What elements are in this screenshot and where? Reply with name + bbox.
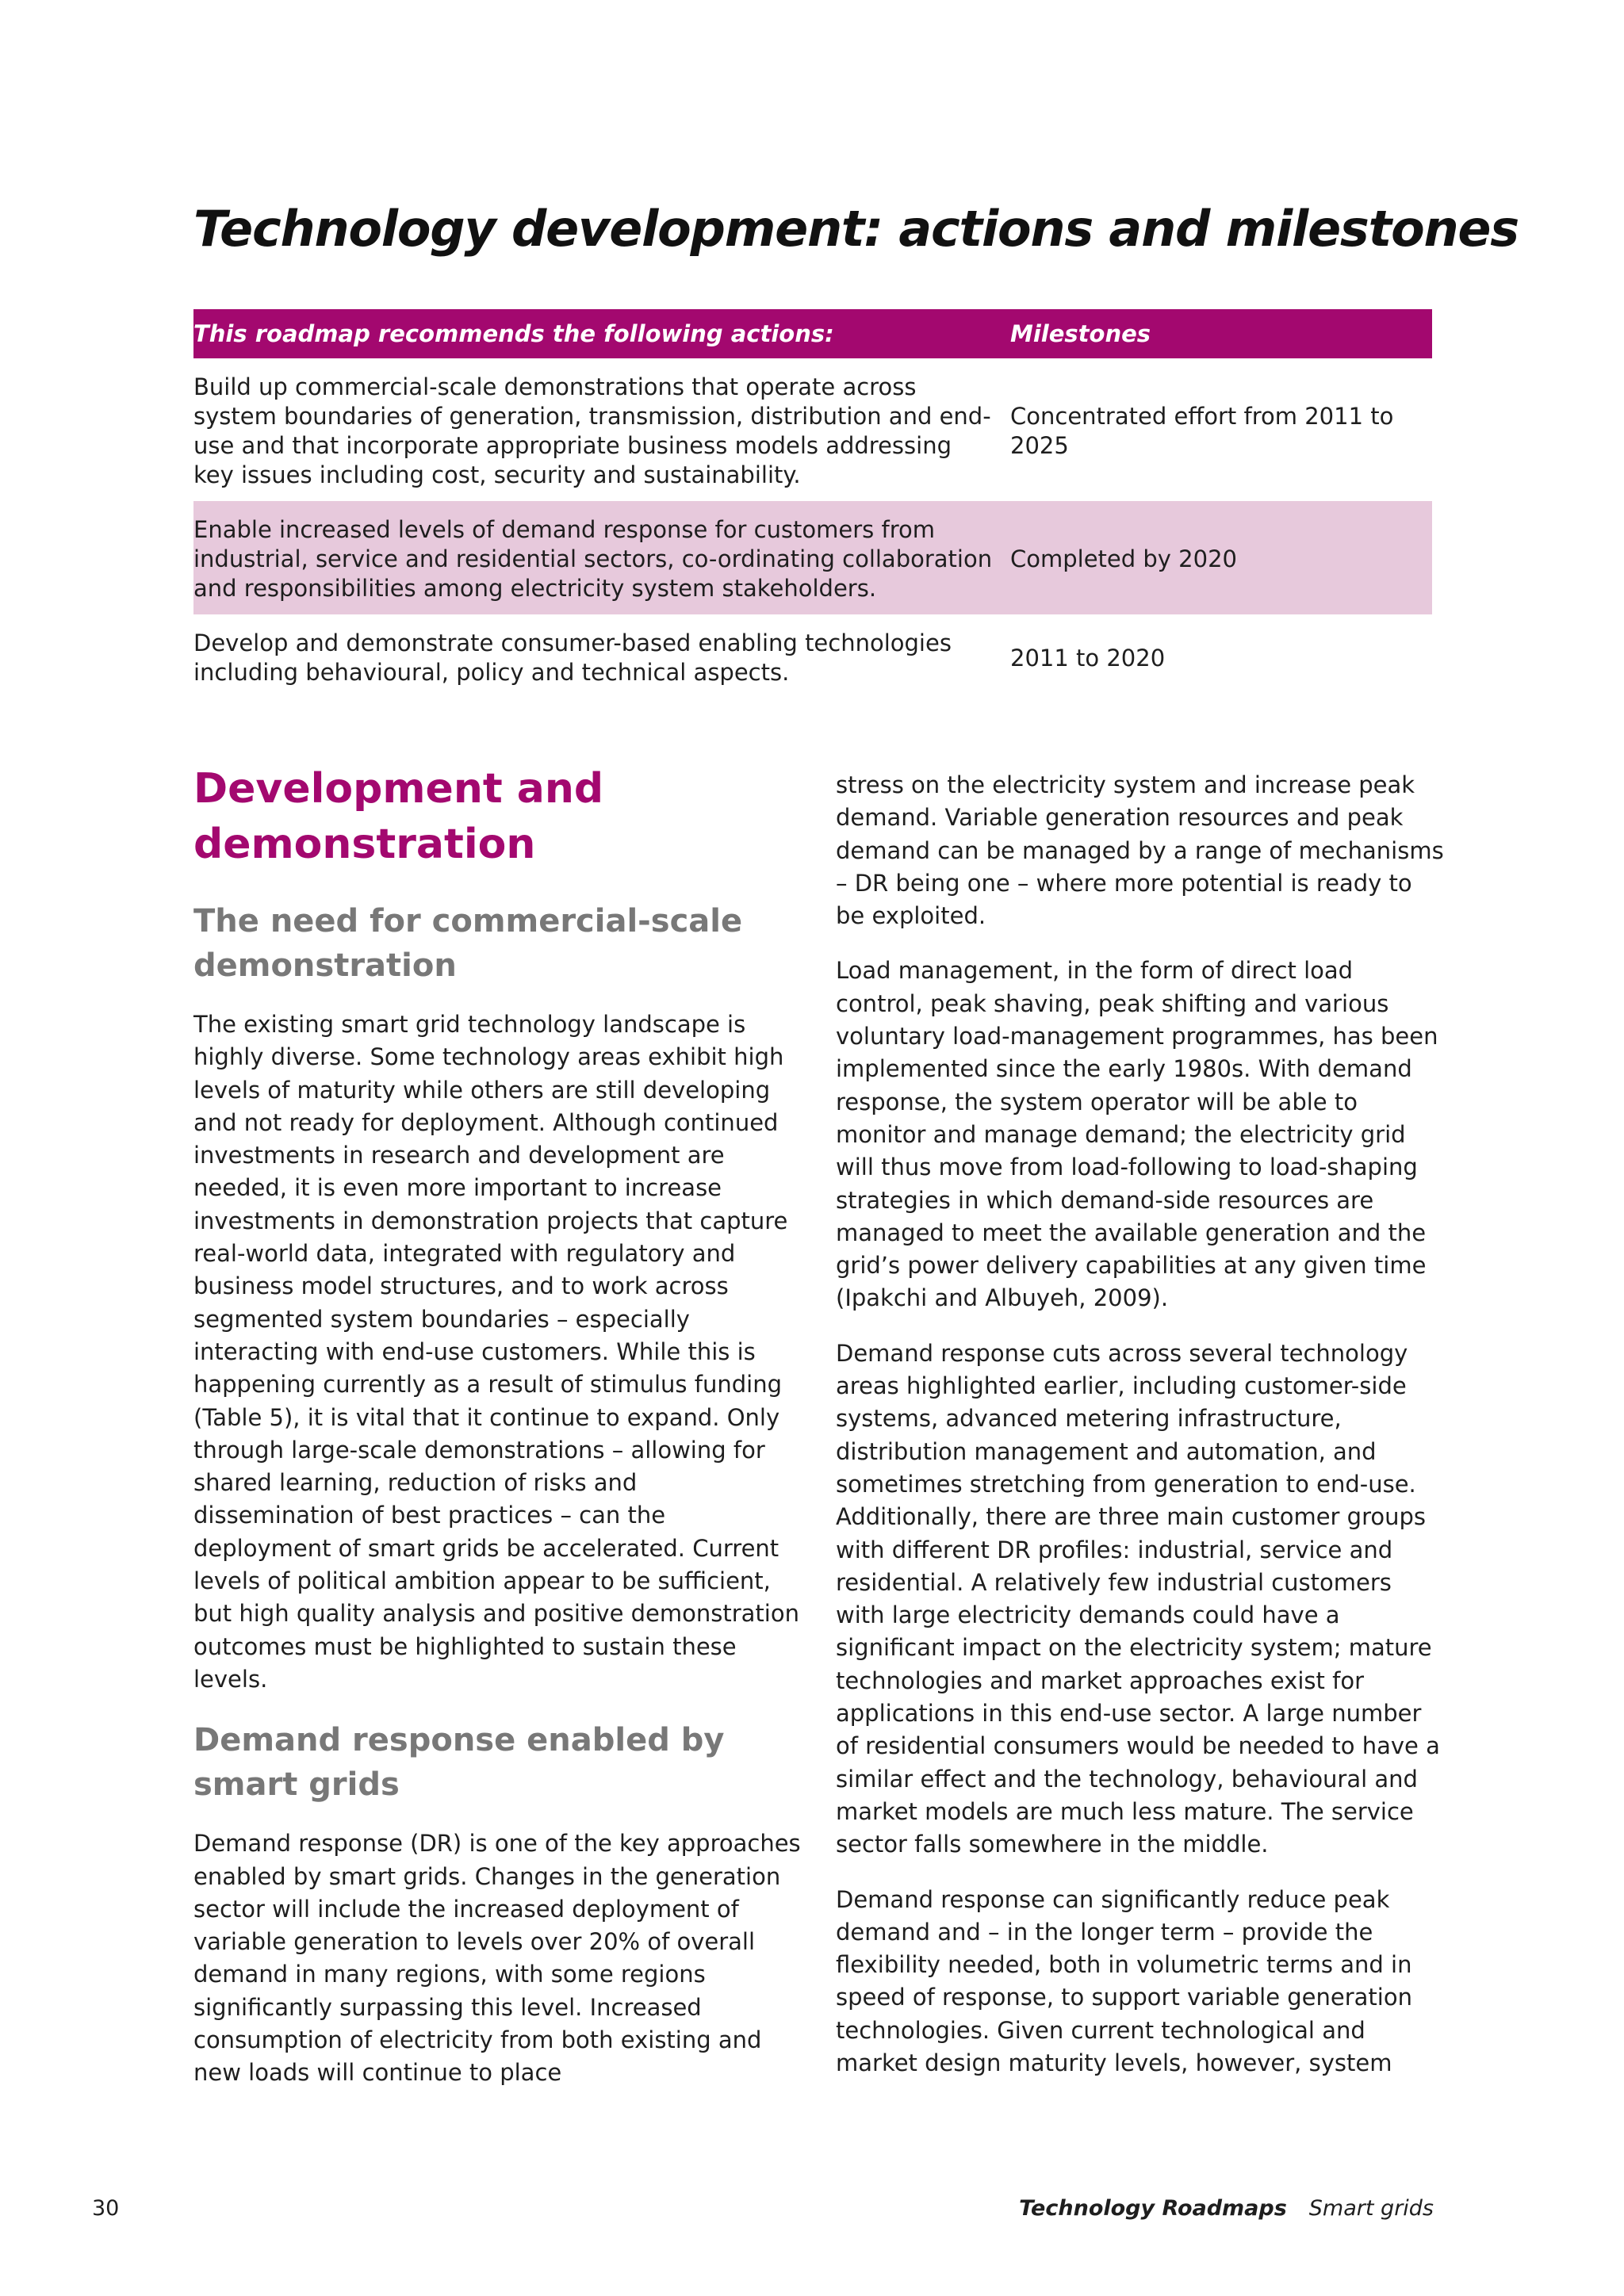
left-column xyxy=(193,761,804,2112)
right-column xyxy=(836,769,1446,2102)
body-paragraph: Demand response (DR) is one of the key approaches enabled by smart grids. Changes in the generation sector will include the increased deployment of variable generation to levels over 20% of overall demand in many regions, with some regions significantly surpassing this level. Increased consumption of electricity from both existing and new loads will continue to place xyxy=(193,1830,801,2087)
header-actions: This roadmap recommends the following actions: xyxy=(193,309,998,358)
body-paragraph: Demand response can significantly reduce peak demand and – in the longer term – provide the flexibility needed, both in volumetric terms and in speed of response, to support variable generation technologies. Given current technological and market design maturity levels, however, system xyxy=(836,1885,1412,2076)
body-paragraph: Demand response cuts across several technology areas highlighted earlier, including customer-side systems, advanced metering infrastructure, distribution management and automation, and sometimes stretching from generation to end-use. Additionally, there are three main customer groups with different DR profiles: industrial, service and residential. A relatively few industrial customers with large electricity demands could have a significant impact on the electricity system; mature technologies and market approaches exist for applications in this end-use sector. A large number of residential consumers would be needed to have a similar effect and the technology, behavioural and market models are much less mature. The service sector falls somewhere in the middle. xyxy=(836,1339,1440,1858)
table-row xyxy=(193,501,1432,614)
header-milestones: Milestones xyxy=(998,309,1432,358)
section-heading: Development and demonstration xyxy=(193,765,604,868)
page-number: 30 xyxy=(92,2196,120,2221)
milestone-cell: Completed by 2020 xyxy=(998,501,1432,614)
running-footer xyxy=(1019,2196,1434,2221)
table-row xyxy=(193,614,1432,698)
subheading-demand-response: Demand response enabled by smart grids xyxy=(193,1722,725,1804)
footer-topic: Smart grids xyxy=(1308,2196,1434,2221)
footer-series: Technology Roadmaps xyxy=(1019,2196,1287,2221)
milestone-cell: 2011 to 2020 xyxy=(1010,644,1166,672)
page-title: Technology development: actions and milestones xyxy=(193,200,1519,258)
body-paragraph: stress on the electricity system and increase peak demand. Variable generation resources and peak demand can be managed by a range of mechanisms – DR being one – where more potential is ready to be exploited. xyxy=(836,771,1444,930)
table-row xyxy=(193,358,1432,501)
action-cell: Build up commercial-scale demonstrations that operate across system boundaries of generation, transmission, distribution and end-use and that incorporate appropriate business models addressing key issues including cost, security and sustainability. xyxy=(193,373,991,488)
body-paragraph: The existing smart grid technology landscape is highly diverse. Some technology areas exhibit high levels of maturity while others are still developing and not ready for deployment. Although continued investments in research and development are needed, it is even more important to increase investments in demonstration projects that capture real-world data, integrated with regulatory and business model structures, and to work across segmented system boundaries – especially interacting with end-use customers. While this is happening currently as a result of stimulus funding (Table 5), it is vital that it continue to expand. Only through large-scale demonstrations – allowing for shared learning, reduction of risks and dissemination of best practices – can the deployment of smart grids be accelerated. Current levels of political ambition appear to be sufficient, but high quality analysis and positive demonstration outcomes must be highlighted to sustain these levels. xyxy=(193,1011,799,1693)
action-cell: Enable increased levels of demand response for customers from industrial, service and residential sectors, co-ordinating collaboration and responsibilities among electricity system stakeholders. xyxy=(193,501,998,614)
table-header-row xyxy=(193,309,1432,358)
actions-milestones-table xyxy=(193,309,1432,698)
subheading-commercial-scale: The need for commercial-scale demonstration xyxy=(193,903,743,984)
body-paragraph: Load management, in the form of direct load control, peak shaving, peak shifting and various voluntary load-management programmes, has been implemented since the early 1980s. With demand response, the system operator will be able to monitor and manage demand; the electricity grid will thus move from load-following to load-shaping strategies in which demand-side resources are managed to meet the available generation and the grid’s power delivery capabilities at any given time (Ipakchi and Albuyeh, 2009). xyxy=(836,957,1438,1312)
action-cell: Develop and demonstrate consumer-based enabling technologies including behavioural, policy and technical aspects. xyxy=(193,629,952,686)
milestone-cell: Concentrated effort from 2011 to 2025 xyxy=(1010,403,1394,459)
